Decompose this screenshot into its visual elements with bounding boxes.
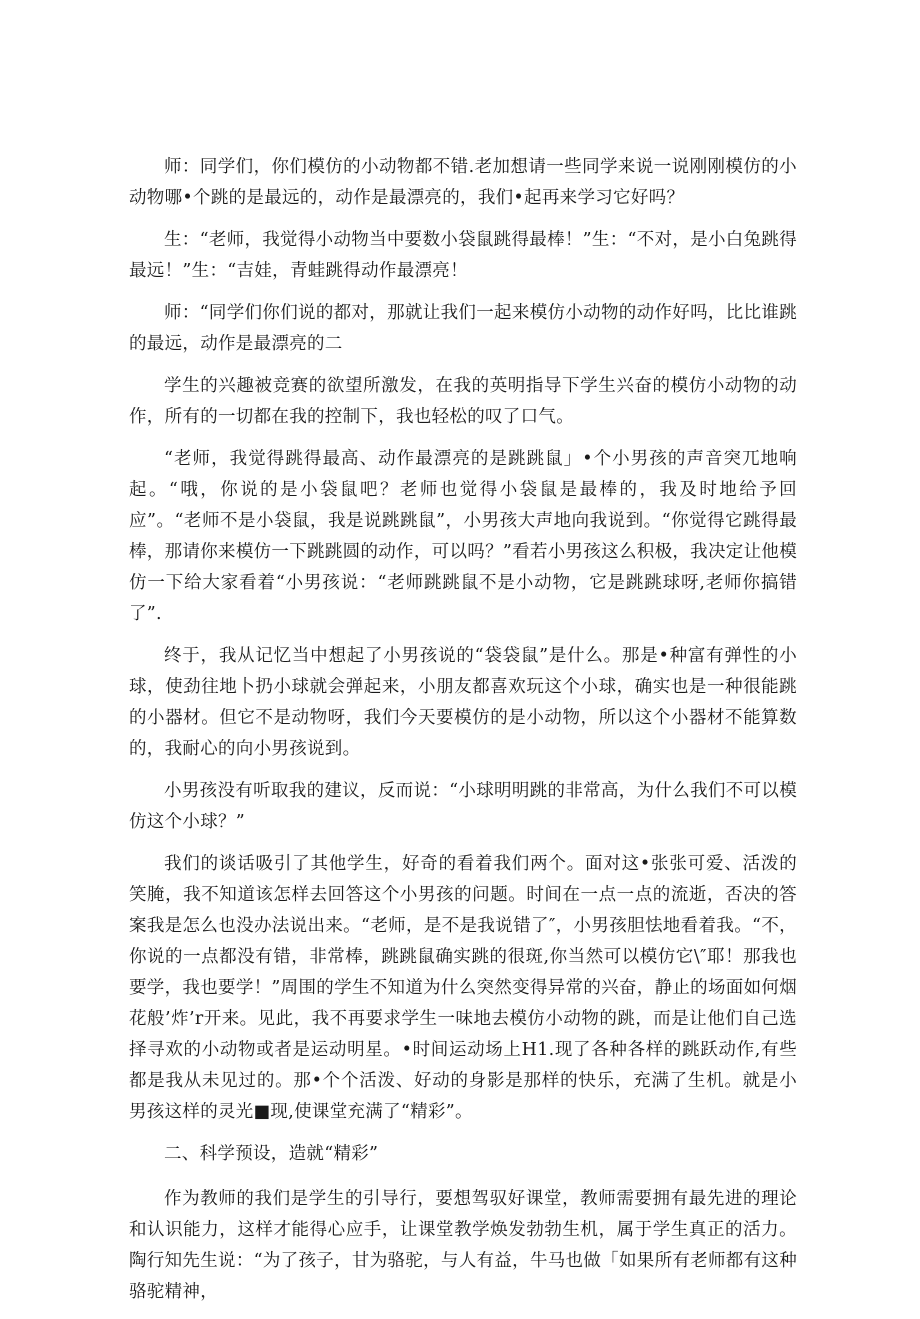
paragraph-boy-insists: 小男孩没有听取我的建议，反而说：“小球明明跳的非常高，为什么我们不可以模仿这个小球？”: [129, 781, 797, 832]
paragraph-students-answers: 生：“老师，我觉得小动物当中要数小袋鼠跳得最棒！”生：“不对，是小白兔跳得最远！”生：“吉娃，青蛙跳得动作最漂亮！: [129, 230, 797, 281]
document-body: [129, 152, 797, 1319]
paragraph-boy-jumping-mouse: “老师，我觉得跳得最高、动作最漂亮的是跳跳鼠」•个小男孩的声音突兀地响起。“哦，你说的是小袋鼠吧？老师也觉得小袋鼠是最棒的，我及时地给予回应”。“老师不是小袋鼠，我是说跳跳鼠”，小男孩大声地向我说到。“你觉得它跳得最棒，那请你来模仿一下跳跳圆的动作，可以吗？”看若小男孩这么积极，我决定让他模仿一下给大家看着“小男孩说：“老师跳跳鼠不是小动物，它是跳跳球呀,老师你搞错了”.: [129, 449, 797, 624]
paragraph-ball-memory: 终于，我从记忆当中想起了小男孩说的“袋袋鼠”是什么。那是•种富有弹性的小球，使劲往地卜扔小球就会弹起来，小朋友都喜欢玩这个小球，确实也是一种很能跳的小器材。但它不是动物呀，我们今天要模仿的是小动物，所以这个小器材不能算数的，我耐心的向小男孩说到。: [129, 646, 797, 759]
paragraph-teacher-reply: 师：“同学们你们说的都对，那就让我们一起来模仿小动物的动作好吗，比比谁跳的最远，动作是最漂亮的二: [129, 303, 797, 354]
paragraph-teacher-question: 师：同学们，你们模仿的小动物都不错.老加想请一些同学来说一说刚刚模仿的小动物哪•个跳的是最远的，动作是最漂亮的，我们•起再来学习它好吗？: [129, 157, 797, 208]
paragraph-class-reaction: 我们的谈话吸引了其他学生，好奇的看着我们两个。面对这•张张可爱、活泼的笑腌，我不知道该怎样去回答这个小男孩的问题。时间在一点一点的流逝，否决的答案我是怎么也没办法说出来。“老师，是不是我说错了″，小男孩胆怯地看着我。“不，你说的一点都没有错，非常棒，跳跳鼠确实跳的很斑,你当然可以模仿它\″耶！那我也要学，我也要学！”周围的学生不知道为什么突然变得异常的兴奋，静止的场面如何烟花般’炸’r开来。见此，我不再要求学生一味地去模仿小动物的跳，而是让他们自己选择寻欢的小动物或者是运动明星。•时间运动场上H1.现了各种各样的跳跃动作,有些都是我从未见过的。那•个个活泼、好动的身影是那样的快乐，充满了生机。就是小男孩这样的灵光■现,使课堂充满了“精彩”。: [129, 854, 797, 1122]
section-heading: 二、科学预设，造就“精彩”: [164, 1144, 379, 1164]
paragraph-students-excited: 学生的兴趣被竞赛的欲望所激发，在我的英明指导下学生兴奋的模仿小动物的动作，所有的一切都在我的控制下，我也轻松的叹了口气。: [129, 376, 797, 427]
paragraph-teacher-role: 作为教师的我们是学生的引导行，要想驾驭好课堂，教师需要拥有最先进的理论和认识能力，这样才能得心应手，让课堂教学焕发勃勃生机，属于学生真正的活力。陶行知先生说：“为了孩子，甘为骆驼，与人有益，牛马也做「如果所有老师都有这种骆驼精神，: [129, 1189, 797, 1302]
